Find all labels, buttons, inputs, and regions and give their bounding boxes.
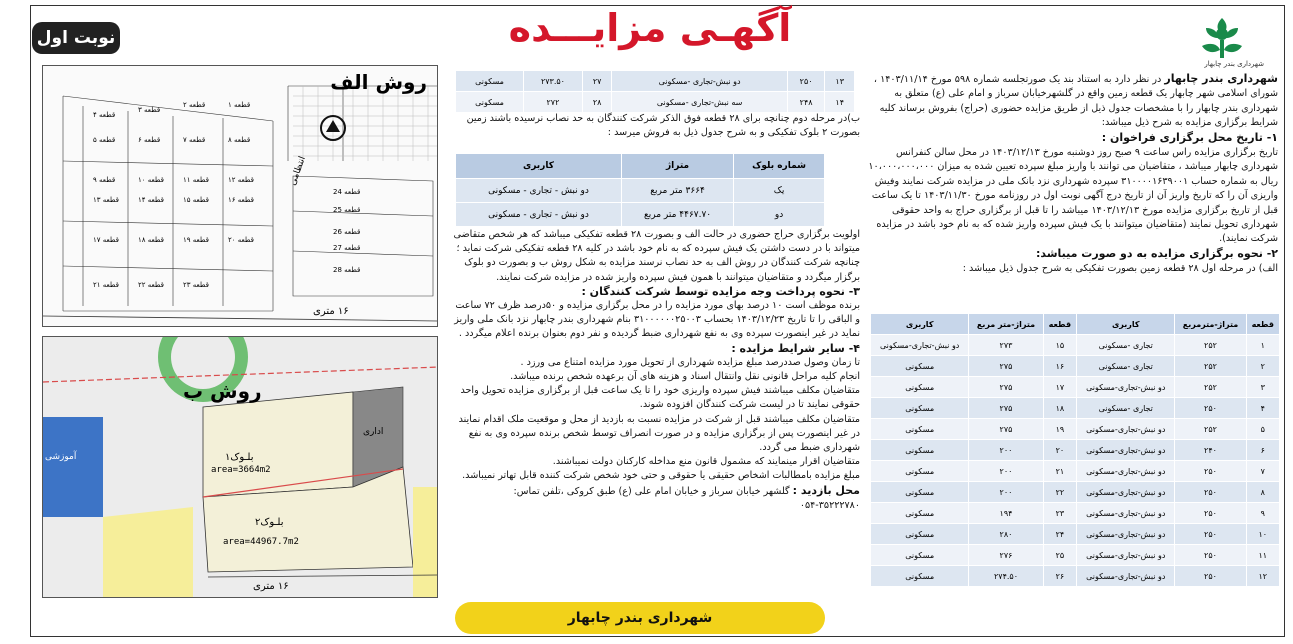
table-cell: ۲۷۵ (969, 398, 1043, 419)
condition-line: انجام کلیه مراحل قانونی نقل وانتقال اسناد و هزینه های آن برعهده شخص برنده میباشد. (510, 371, 860, 383)
section-3-text: برنده موظف است ۱۰ درصد بهای مورد مزایده را در محل برگزاری مزایده و ۵۰درصد ظرف ۷۲ ساعت و الباقی را تا تاریخ ۱۴۰۳/۱۲/۲۳ بحساب ۳۱۰۰۰۰۰۰۲۵۰۰۳ بنام شهرداری بندر چابهار نزد بانک ملی واریز نماید در غیر اینصورت سپرده وی به نفع شهرداری ضبط گردیده و نفر دوم بعنوان برنده اعلام میگردد . (454, 300, 860, 340)
table-cell: ۲۱ (1043, 461, 1076, 482)
table-cell: مسکونی (871, 503, 969, 524)
table-cell: ۲۵۰ (1175, 503, 1246, 524)
block-usage: دو نبش - تجاری - مسکونی (456, 179, 622, 203)
priority-text: اولویت برگزاری حراج حضوری در حالت الف و بصورت ۲۸ قطعه تفکیکی میباشد که هر شخص متقاضی میتواند با در دست داشتن یک فیش سپرده که به نام خود باشد در کلیه ۲۸ قطعه تفکیکی شرکت نماید ؛ چنانچه شرکت کنندگان در روش الف به حد نصاب نرسند مزایده به شکل روش ب و بصورت دو بلوک برگزار میگردد و متقاضیان میتوانند با همون فیش سپرده واریز شده در مزایده شرکت نمایند. (453, 229, 860, 283)
table-row (871, 398, 1280, 419)
block-area: ۳۶۶۴ متر مربع (621, 179, 733, 203)
table-cell: دو نبش-تجاری-مسکونی (1077, 524, 1175, 545)
col-header: قطعه (1246, 314, 1279, 335)
table-cell: ۲۵۰ (1175, 566, 1246, 587)
table-cell: مسکونی (871, 419, 969, 440)
col-header: متراژ-مترمربع (1175, 314, 1246, 335)
map-label: قطعه ۲۳ (183, 281, 209, 289)
block-area: ۴۴۶۷.۷۰ متر مربع (621, 203, 733, 227)
map-b-title: روش ب (183, 379, 262, 403)
table-cell: مسکونی (871, 482, 969, 503)
map-label: قطعه ۲۱ (93, 281, 119, 289)
intro-lead-bold: شهرداری بندر چابهار (1164, 72, 1278, 85)
table-cell: مسکونی (871, 461, 969, 482)
table-cell: ۲۵۲ (1175, 377, 1246, 398)
table-cell: ۱۸ (1043, 398, 1076, 419)
col-header: متراژ-متر مربع (969, 314, 1043, 335)
map-label: قطعه ۱۷ (93, 236, 119, 244)
section-2-b-text: ب)در مرحله دوم چنانچه برای ۲۸ قطعه فوق الذکر شرکت کنندگان به حد نصاب نرسیده باشند زمین بصورت ۲ بلوک تفکیکی و به شرح جدول ذیل به فروش میرسد : (466, 113, 860, 139)
col-header: کاربری (1077, 314, 1175, 335)
map-label: قطعه ۲ (183, 101, 206, 109)
table-cell: ۲۵۰ (1175, 461, 1246, 482)
table-cell: ۱۴ (825, 92, 855, 113)
condition-line: تا زمان وصول صددرصد مبلغ مزایده شهرداری از تحویل مورد مزایده امتناع می ورزد . (520, 356, 860, 368)
block-usage: دو نبش - تجاری - مسکونی (456, 203, 622, 227)
table-cell: دو نبش-تجاری-مسکونی (1077, 482, 1175, 503)
condition-line: متقاضیان مکلف میباشند فیش سپرده واریزی خود را تا یک ساعت قبل از برگزاری مزایده تحویل واحد حقوقی نمایند تا در لیست شرکت کنندگان افزوده شوند. (460, 385, 860, 411)
table-cell: ۲۵۲ (1175, 356, 1246, 377)
table-cell: ۲۰۰ (969, 461, 1043, 482)
table-cell: ۱۷ (1043, 377, 1076, 398)
table-cell: مسکونی (871, 440, 969, 461)
table-cell: ۲۷۶ (969, 545, 1043, 566)
table-row (871, 566, 1280, 587)
table-cell: ۲۵۰ (1175, 482, 1246, 503)
table-cell: ۲۵۲ (1175, 335, 1246, 356)
table-cell: ۲۵۰ (1175, 545, 1246, 566)
section-2-title: ۲- نحوه برگزاری مزایده به دو صورت میباشد: (1035, 246, 1278, 260)
table-row (871, 356, 1280, 377)
map-b-school-label: آموزشی (45, 452, 77, 462)
map-b-office-label: اداری (363, 427, 384, 437)
map-a-title: روش الف (330, 70, 427, 94)
table-cell: ۲۷۳ (969, 335, 1043, 356)
footer-banner: شهرداری بندر چابهار (455, 602, 825, 634)
table-row (871, 524, 1280, 545)
table-cell: ۸ (1246, 482, 1279, 503)
table-cell: ۲۵۰ (787, 71, 825, 92)
table-cell: ۳ (1246, 377, 1279, 398)
table-cell: ۲۵۰ (1175, 524, 1246, 545)
table-cell: دو نبش-تجاری-مسکونی (1077, 461, 1175, 482)
map-label: قطعه 27 (333, 244, 361, 252)
table-cell: ۶ (1246, 440, 1279, 461)
contact-label: محل بازدید : (792, 483, 860, 497)
table-cell: ۱۱ (1246, 545, 1279, 566)
logo-caption: شهرداری بندر چابهار (1204, 60, 1264, 68)
table-cell: ۲۷۳.۵۰ (524, 71, 583, 92)
map-label: قطعه ۵ (93, 136, 116, 144)
intro-text (868, 72, 1278, 277)
map-label: قطعه ۱۹ (183, 236, 209, 244)
map-b-street-label: ۱۶ متری (253, 581, 289, 592)
map-b-block-2-label: بلـوک۲ (255, 517, 284, 528)
table-cell: ۲۵۲ (1175, 419, 1246, 440)
table-row (456, 203, 825, 227)
map-a-street-label: ۱۶ متری (313, 306, 349, 317)
map-label: قطعه ۱۲ (228, 176, 254, 184)
table-row (871, 335, 1280, 356)
map-label: انتظامی (288, 155, 308, 187)
table-cell: دو نبش-تجاری-مسکونی (1077, 503, 1175, 524)
first-issue-badge: نوبت اول (32, 22, 120, 54)
table-cell: ۲۷۵ (969, 377, 1043, 398)
table-cell: ۲۳ (1043, 503, 1076, 524)
table-cell: ۲ (1246, 356, 1279, 377)
table-row (871, 440, 1280, 461)
table-cell: ۷ (1246, 461, 1279, 482)
table-cell: ۱۵ (1043, 335, 1076, 356)
map-label: قطعه ۱۰ (138, 176, 164, 184)
table-cell: دو نبش-تجاری-مسکونی (1077, 440, 1175, 461)
table-cell: مسکونی (456, 71, 524, 92)
table-cell: دو نبش-تجاری -مسکونی (612, 71, 787, 92)
block-number: یک (734, 179, 825, 203)
condition-line: مبلغ مزایده بامطالبات اشخاص حقیقی یا حقوقی و حتی خود شخص شرکت کننده قابل تهاتر نمیباشد. (462, 470, 860, 482)
map-label: قطعه ۳ (138, 106, 161, 114)
section-1-text: تاریخ برگزاری مزایده راس ساعت ۹ صبح روز دوشنبه مورخ ۱۴۰۳/۱۲/۱۳ در محل سالن کنفرانس شهرداری چابهار میباشد ، متقاضیان می توانند با واریز مبلغ سپرده تعیین شده به میزان ۱۰،۰۰۰،۰۰۰،۰۰۰ ریال به شماره حساب ۳۱۰۰۰۰۱۶۳۹۰۰۱ سپرده شهرداری نزد بانک ملی در مزایده شرکت نمایند وفیش واریزی آن را که تاریخ واریز آن از تاریخ درج آگهی نوبت اول در روزنامه مورخ ۱۴۰۳/۱۱/۳۰ تا یک ساعت قبل از تاریخ برگزاری مزایده مورخ ۱۴۰۳/۱۲/۱۳ میباشد را تا قبل از برگزاری حراج به واحد حقوقی شهرداری تحویل نمایند (متقاضیان میتوانند با یک فیش سپرده واریز شده که به نام خود باشد در مزایده شرکت نمایند). (868, 147, 1278, 245)
table-row (456, 92, 855, 113)
map-label: قطعه ۱۶ (228, 196, 254, 204)
lots-table (870, 313, 1280, 587)
table-cell: ۱۹ (1043, 419, 1076, 440)
map-label: قطعه 24 (333, 188, 361, 196)
table-cell: سه نبش-تجاری -مسکونی (612, 92, 787, 113)
blocks-table (455, 153, 825, 227)
table-cell: مسکونی (871, 398, 969, 419)
map-method-a (42, 65, 438, 327)
map-b-block-2-area: area=44967.7m2 (223, 537, 299, 547)
table-cell: ۲۴ (1043, 524, 1076, 545)
table-cell: ۲۶ (1043, 566, 1076, 587)
table-cell: ۱ (1246, 335, 1279, 356)
table-cell: دو نبش-تجاری-مسکونی (1077, 545, 1175, 566)
map-label: قطعه ۱۳ (93, 196, 119, 204)
table-cell: ۲۷ (582, 71, 612, 92)
table-row (871, 419, 1280, 440)
table-cell: ۱۶ (1043, 356, 1076, 377)
table-cell: ۲۷۵ (969, 419, 1043, 440)
table-cell: دو نبش-تجاری-مسکونی (1077, 377, 1175, 398)
section-2-a: الف) در مرحله اول ۲۸ قطعه زمین بصورت تفکیکی به شرح جدول ذیل میباشد : (962, 263, 1278, 275)
table-cell: ۲۲ (1043, 482, 1076, 503)
table-row (871, 545, 1280, 566)
table-cell: دو نبش-تجاری-مسکونی (871, 335, 969, 356)
condition-line: متقاضیان مکلف میباشند قبل از شرکت در مزایده نسبت به بازدید از محل و موقعیت ملک اقدام نمایند در غیر اینصورت پس از برگزاری مزایده و در صورت انصراف توسط شخص برنده سپرده وی به نفع شهرداری ضبط می گردد. (458, 413, 860, 454)
table-cell: ۲۸ (582, 92, 612, 113)
table-cell: ۲۷۲ (524, 92, 583, 113)
table-row (871, 482, 1280, 503)
table-cell: ۹ (1246, 503, 1279, 524)
table-cell: ۱۳ (825, 71, 855, 92)
table-cell: ۱۹۴ (969, 503, 1043, 524)
map-label: قطعه ۱۸ (138, 236, 164, 244)
table-cell: ۲۴۸ (787, 92, 825, 113)
table-cell: دو نبش-تجاری-مسکونی (1077, 566, 1175, 587)
table-cell: ۲۷۵ (969, 356, 1043, 377)
table-cell: مسکونی (871, 356, 969, 377)
table-cell: ۲۰۰ (969, 440, 1043, 461)
col-header: کاربری (456, 154, 622, 179)
section-4-title: ۴- سایر شرایط مزایده : (731, 341, 860, 355)
table-cell: ۵ (1246, 419, 1279, 440)
table-cell: مسکونی (871, 566, 969, 587)
table-row (871, 377, 1280, 398)
table-cell: ۲۰ (1043, 440, 1076, 461)
map-label: قطعه ۶ (138, 136, 161, 144)
lots-table-continuation (455, 70, 855, 113)
ad-title: آگهـی مزایـــده (508, 6, 792, 50)
table-cell: ۲۰۰ (969, 482, 1043, 503)
map-label: قطعه ۲۰ (228, 236, 254, 244)
table-cell: مسکونی (456, 92, 524, 113)
table-cell: ۴ (1246, 398, 1279, 419)
contact-text: گلشهر خیابان سرباز و خیابان امام علی (ع) طبق کروکی ،تلفن تماس: ۳۵۲۲۲۷۸۰-۰۵۴ (513, 485, 860, 511)
table-row (456, 71, 855, 92)
map-label: قطعه 25 (333, 206, 361, 214)
table-row (871, 503, 1280, 524)
table-cell: ۲۷۴.۵۰ (969, 566, 1043, 587)
map-label: قطعه 26 (333, 228, 361, 236)
col-header: قطعه (1043, 314, 1076, 335)
table-cell: تجاری -مسکونی (1077, 335, 1175, 356)
map-b-block-1-area: area=3664m2 (211, 465, 271, 475)
table-cell: ۲۴۰ (1175, 440, 1246, 461)
table-cell: دو نبش-تجاری-مسکونی (1077, 419, 1175, 440)
table-cell: ۲۵ (1043, 545, 1076, 566)
map-method-b (42, 336, 438, 598)
table-cell: ۲۵۰ (1175, 398, 1246, 419)
table-cell: مسکونی (871, 545, 969, 566)
table-cell: تجاری -مسکونی (1077, 398, 1175, 419)
main-terms (453, 228, 860, 513)
map-label: قطعه ۱۱ (183, 176, 209, 184)
table-cell: مسکونی (871, 524, 969, 545)
col-header: متراژ (621, 154, 733, 179)
map-label: قطعه ۹ (93, 176, 116, 184)
table-cell: ۱۲ (1246, 566, 1279, 587)
map-label: قطعه ۲۲ (138, 281, 164, 289)
section-3-title: ۳- نحوه پرداخت وجه مزایده توسط شرکت کنندگان : (581, 284, 860, 298)
col-header: کاربری (871, 314, 969, 335)
table-row (456, 179, 825, 203)
col-header: شماره بلوک (734, 154, 825, 179)
block-number: دو (734, 203, 825, 227)
table-cell: ۲۸۰ (969, 524, 1043, 545)
map-b-block-1-label: بلـوک۱ (225, 452, 254, 463)
table-cell: مسکونی (871, 377, 969, 398)
map-label: قطعه ۸ (228, 136, 251, 144)
map-label: قطعه ۴ (93, 111, 116, 119)
table-cell: تجاری -مسکونی (1077, 356, 1175, 377)
map-label: قطعه ۷ (183, 136, 206, 144)
map-label: قطعه ۱۵ (183, 196, 209, 204)
section-1-title: ۱- تاریخ محل برگزاری فراخوان : (1101, 130, 1278, 144)
map-label: قطعه 28 (333, 266, 361, 274)
table-row (871, 461, 1280, 482)
map-label: قطعه ۱ (228, 101, 251, 109)
condition-line: متقاضیان اقرار مینمایند که مشمول قانون منع مداخله کارکنان دولت نمیباشند. (552, 456, 860, 468)
table-cell: ۱۰ (1246, 524, 1279, 545)
intro-lead: در نظر دارد به استناد بند یک صورتجلسه شماره ۵۹۸ مورخ ۱۴۰۳/۱۱/۱۴ ، شورای اسلامی شهر چابهار یک قطعه زمین واقع در گلشهرخیابان سرباز و امام علی (ع) متعلق به شهرداری بندر چابهار را با مشخصات جدول ذیل از طریق مزایده حضوری (حراج) بفروش برساند کلیه شرایط برگزاری مزایده به شرح ذیل میباشد: (873, 74, 1278, 129)
map-label: قطعه ۱۴ (138, 196, 164, 204)
